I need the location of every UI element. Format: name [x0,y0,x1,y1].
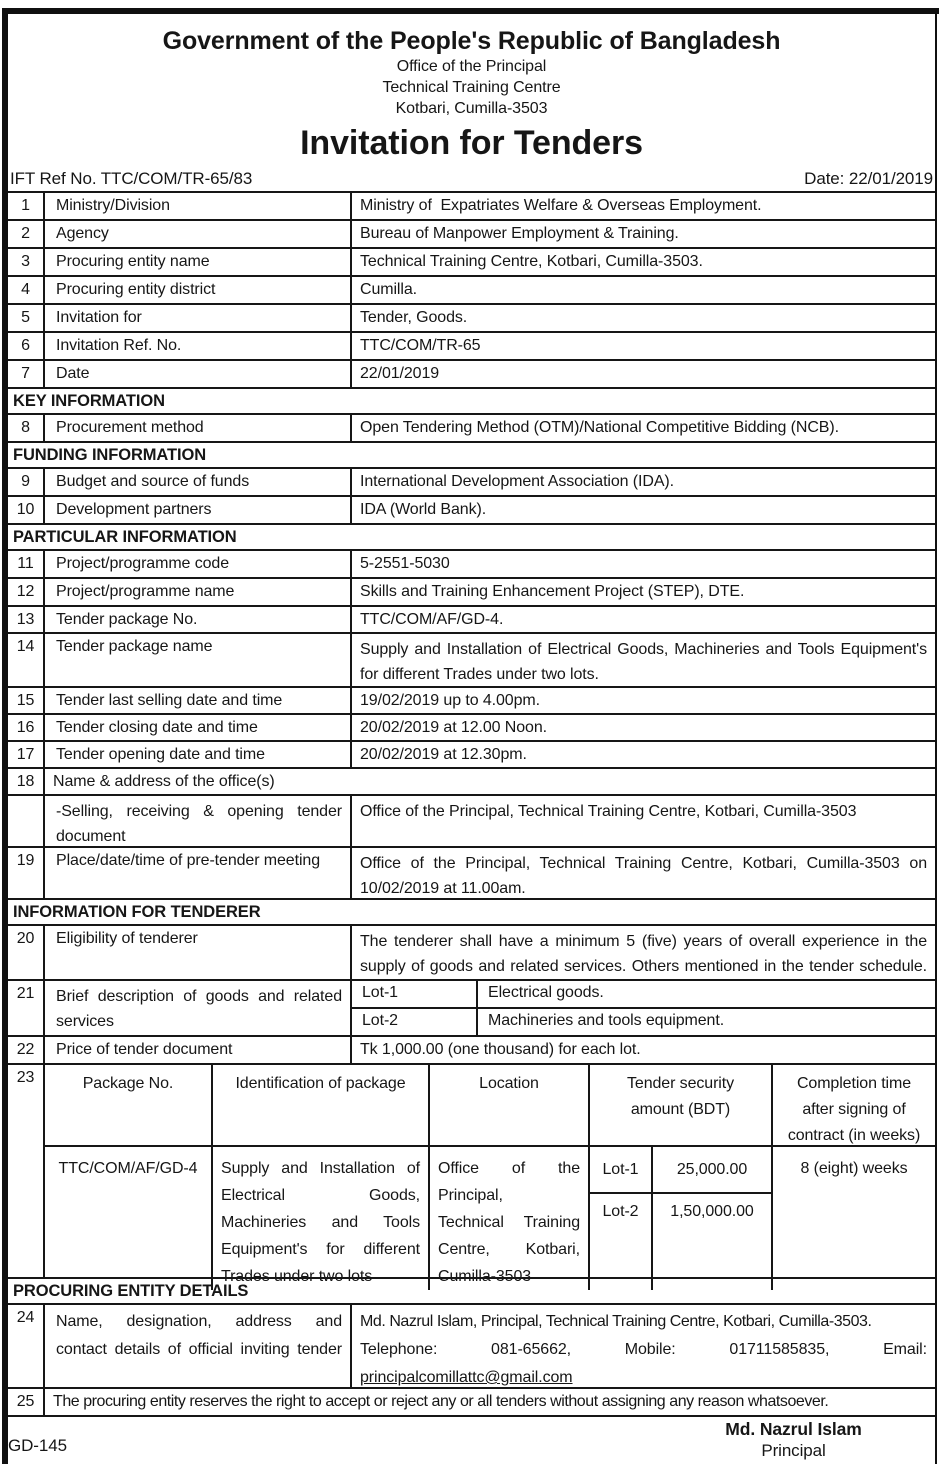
tender-table [8,191,935,1417]
cell-security-amounts [590,1147,773,1290]
lot-row [352,1009,935,1035]
document-footer [8,1417,935,1477]
lot-row [352,981,935,1009]
row-value: TTC/COM/AF/GD-4. [360,611,504,628]
table-row-document-price [8,1037,935,1065]
row-number: 3 [8,249,45,275]
row-value: International Development Association (IDA). [360,473,674,490]
cell-line: Office of the [438,1160,580,1177]
mobile-label: Mobile: [624,1341,676,1358]
row-label [45,1305,352,1387]
cell-package-no: TTC/COM/AF/GD-4 [45,1147,213,1290]
row-value: Tender, Goods. [360,309,468,326]
table-row-selling-office [8,796,935,848]
label-line: document [56,828,126,845]
header-line: Tender security [627,1075,734,1092]
lot-description: Electrical goods. [488,984,604,1001]
row-number: 16 [8,715,45,740]
form-code: GD-145 [8,1436,67,1455]
row-label: Eligibility of tenderer [45,926,352,979]
row-number: 12 [8,579,45,605]
lots-subtable [352,981,935,1035]
row-label: Tender package name [45,634,352,686]
row-number: 6 [8,333,45,359]
signature-block [641,1419,939,1461]
row-number: 10 [8,497,45,523]
row-value: Skills and Training Enhancement Project (STEP), DTE. [360,583,745,600]
page-right-border [935,8,937,1464]
row-number: 9 [8,469,45,495]
row-value [352,926,935,979]
row-number: 25 [8,1389,45,1415]
header-line: after signing of [802,1101,906,1118]
document-date: Date: 22/01/2019 [804,169,933,188]
row-label: Ministry/Division [45,193,352,219]
table-row-invitation-for [8,305,935,333]
row-label [45,981,352,1035]
row-value: Technical Training Centre, Kotbari, Cumilla-3503. [360,253,703,270]
row-value: Ministry of Expatriates Welfare & Overseas Employment. [360,197,762,214]
table-row-ministry [8,193,935,221]
table-row-project-code [8,551,935,579]
value-line: 10/02/2019 at 11.00am. [360,880,526,897]
value-line: Office of the Principal, Technical Training Centre, Kotbari, Cumilla-3503 on [360,855,927,872]
row-value-full: The procuring entity reserves the right to accept or reject any or all tenders without assigning any reason whatsoever. [53,1393,829,1410]
label-line: services [56,1013,114,1030]
row-number: 14 [8,634,45,686]
lot-number: Lot-1 [352,981,478,1007]
cell-line: Principal, [438,1187,503,1204]
centre-line: Technical Training Centre [382,79,561,96]
row-label: Tender opening date and time [45,742,352,767]
row-number: 11 [8,551,45,577]
row-label: Procuring entity district [45,277,352,303]
row-number: 21 [8,981,45,1035]
package-subtable-data [45,1147,935,1290]
col-header-security [590,1065,773,1145]
row-value: Cumilla. [360,281,417,298]
cell-identification [213,1147,430,1290]
row-label: Tender last selling date and time [45,688,352,713]
row-number-empty [8,796,45,846]
section-particular-information: PARTICULAR INFORMATION [8,525,935,551]
cell-line: Supply and Installation of [221,1160,420,1177]
lot-description: Machineries and tools equipment. [488,1012,725,1029]
table-row-reservation-clause [8,1389,935,1417]
row-label: Date [45,361,352,387]
row-number: 22 [8,1037,45,1063]
row-number: 2 [8,221,45,247]
row-value: 5-2551-5030 [360,555,450,572]
row-number: 4 [8,277,45,303]
row-label: Procurement method [45,415,352,441]
value-line: Office of the Principal, Technical Training Centre, Kotbari, Cumilla-3503 [360,803,857,820]
email-row [360,1364,927,1392]
row-value: Open Tendering Method (OTM)/National Competitive Bidding (NCB). [360,419,839,436]
table-row-project-name [8,579,935,607]
row-number: 18 [8,769,45,794]
col-header-identification: Identification of package [213,1065,430,1145]
cell-line: Equipment's for different [221,1241,420,1258]
lot-amount: 25,000.00 [676,1160,748,1178]
label-line: Name, designation, address and [56,1313,342,1330]
table-row-official-contact [8,1305,935,1389]
col-header-location: Location [430,1065,590,1145]
package-subtable [45,1065,935,1285]
section-information-for-tenderer: INFORMATION FOR TENDERER [8,900,935,926]
col-header-completion [773,1065,935,1145]
row-value [352,1305,935,1387]
col-header-package-no: Package No. [45,1065,213,1145]
row-number: 5 [8,305,45,331]
row-value: 20/02/2019 at 12.30pm. [360,746,527,763]
table-row-development-partners [8,497,935,525]
row-number: 13 [8,607,45,632]
lot-number: Lot-2 [352,1009,478,1035]
row-label: Budget and source of funds [45,469,352,495]
row-value: IDA (World Bank). [360,501,487,518]
cell-line: Centre, Kotbari, [438,1241,580,1258]
table-row-goods-description [8,981,935,1037]
security-lot-row [590,1147,771,1194]
row-number: 1 [8,193,45,219]
row-label-full: Name & address of the office(s) [53,773,275,790]
row-number: 24 [8,1305,45,1387]
cell-location [430,1147,590,1290]
row-number: 15 [8,688,45,713]
location-line: Kotbari, Cumilla-3503 [395,100,548,117]
table-row-agency [8,221,935,249]
row-label: Price of tender document [45,1037,352,1063]
table-row-package-details [8,1065,935,1285]
email-link[interactable]: principalcomillattc@gmail.com [360,1369,573,1386]
row-label: Invitation for [45,305,352,331]
row-label: Development partners [45,497,352,523]
value-line: Supply and Installation of Electrical Goods, Machineries and Tools Equipment's [360,641,927,658]
cell-line: Trades under two lots [221,1268,373,1285]
row-number: 19 [8,848,45,898]
mobile-number: 01711585835, [729,1341,830,1358]
table-row-package-name [8,634,935,688]
contact-name-line: Md. Nazrul Islam, Principal, Technical Training Centre, Kotbari, Cumilla-3503. [360,1313,872,1330]
value-line: supply of goods and related services. Others mentioned in the tender schedule. [360,958,927,975]
row-label: Place/date/time of pre-tender meeting [45,848,352,898]
row-number: 8 [8,415,45,441]
label-line: -Selling, receiving & opening tender [56,803,342,820]
header-line: Completion time [796,1075,912,1092]
email-label: Email: [883,1341,927,1358]
row-value: TTC/COM/TR-65 [360,337,481,354]
header-line: amount (BDT) [630,1101,731,1118]
row-number: 7 [8,361,45,387]
document-header [8,14,935,165]
contact-phone-line [360,1336,927,1364]
row-value: Tk 1,000.00 (one thousand) for each lot. [360,1041,641,1058]
table-row-invitation-ref [8,333,935,361]
row-value: 19/02/2019 up to 4.00pm. [360,692,540,709]
value-line: The tenderer shall have a minimum 5 (five) years of overall experience in the [360,933,927,950]
table-row-budget-source [8,469,935,497]
row-value [352,796,935,846]
row-label [45,796,352,846]
cell-line: Machineries and Tools [221,1214,420,1231]
telephone-label: Telephone: [360,1341,438,1358]
section-funding-information: FUNDING INFORMATION [8,443,935,469]
telephone-number: 081-65662, [491,1341,572,1358]
cell-completion-time: 8 (eight) weeks [800,1160,908,1177]
header-line: contract (in weeks) [787,1127,921,1144]
label-line: Brief description of goods and related [56,988,342,1005]
row-label: Procuring entity name [45,249,352,275]
table-row-pretender-meeting [8,848,935,900]
security-lot-row [590,1194,771,1290]
label-line: contact details of official inviting tender [56,1341,342,1358]
row-label: Agency [45,221,352,247]
table-row-opening [8,742,935,769]
lot-number: Lot-1 [590,1147,653,1192]
table-row-date [8,361,935,389]
document-page [8,14,935,1477]
table-row-eligibility [8,926,935,981]
table-row-office-addresses [8,769,935,796]
signatory-name: Md. Nazrul Islam [725,1419,862,1439]
reference-row [8,165,935,191]
ift-ref-number: IFT Ref No. TTC/COM/TR-65/83 [10,169,253,188]
row-number: 23 [8,1065,45,1277]
row-value: 20/02/2019 at 12.00 Noon. [360,719,547,736]
row-label: Tender closing date and time [45,715,352,740]
cell-line: Electrical Goods, [221,1187,420,1204]
row-value: 22/01/2019 [360,365,440,382]
row-number: 17 [8,742,45,767]
table-row-procurement-method [8,415,935,443]
row-number: 20 [8,926,45,979]
section-key-information: KEY INFORMATION [8,389,935,415]
cell-line: Cumilla-3503 [438,1268,532,1285]
table-row-procuring-entity-district [8,277,935,305]
signatory-title: Principal [761,1441,826,1460]
row-value [352,848,935,898]
document-title: Invitation for Tenders [300,124,643,162]
value-line: for different Trades under two lots. [360,666,599,683]
row-label: Project/programme name [45,579,352,605]
package-subtable-header [45,1065,935,1147]
row-label: Invitation Ref. No. [45,333,352,359]
cell-line: Technical Training [438,1214,580,1231]
lot-amount: 1,50,000.00 [670,1203,754,1220]
lot-number: Lot-2 [590,1194,653,1290]
row-label: Project/programme code [45,551,352,577]
row-label: Tender package No. [45,607,352,632]
section-procuring-entity-details: PROCURING ENTITY DETAILS [8,1279,935,1305]
office-line: Office of the Principal [396,58,547,75]
table-row-closing [8,715,935,742]
government-title: Government of the People's Republic of Bangladesh [162,27,781,55]
row-value: Bureau of Manpower Employment & Training. [360,225,679,242]
table-row-last-selling [8,688,935,715]
table-row-package-no [8,607,935,634]
table-row-procuring-entity-name [8,249,935,277]
row-value [352,634,935,686]
